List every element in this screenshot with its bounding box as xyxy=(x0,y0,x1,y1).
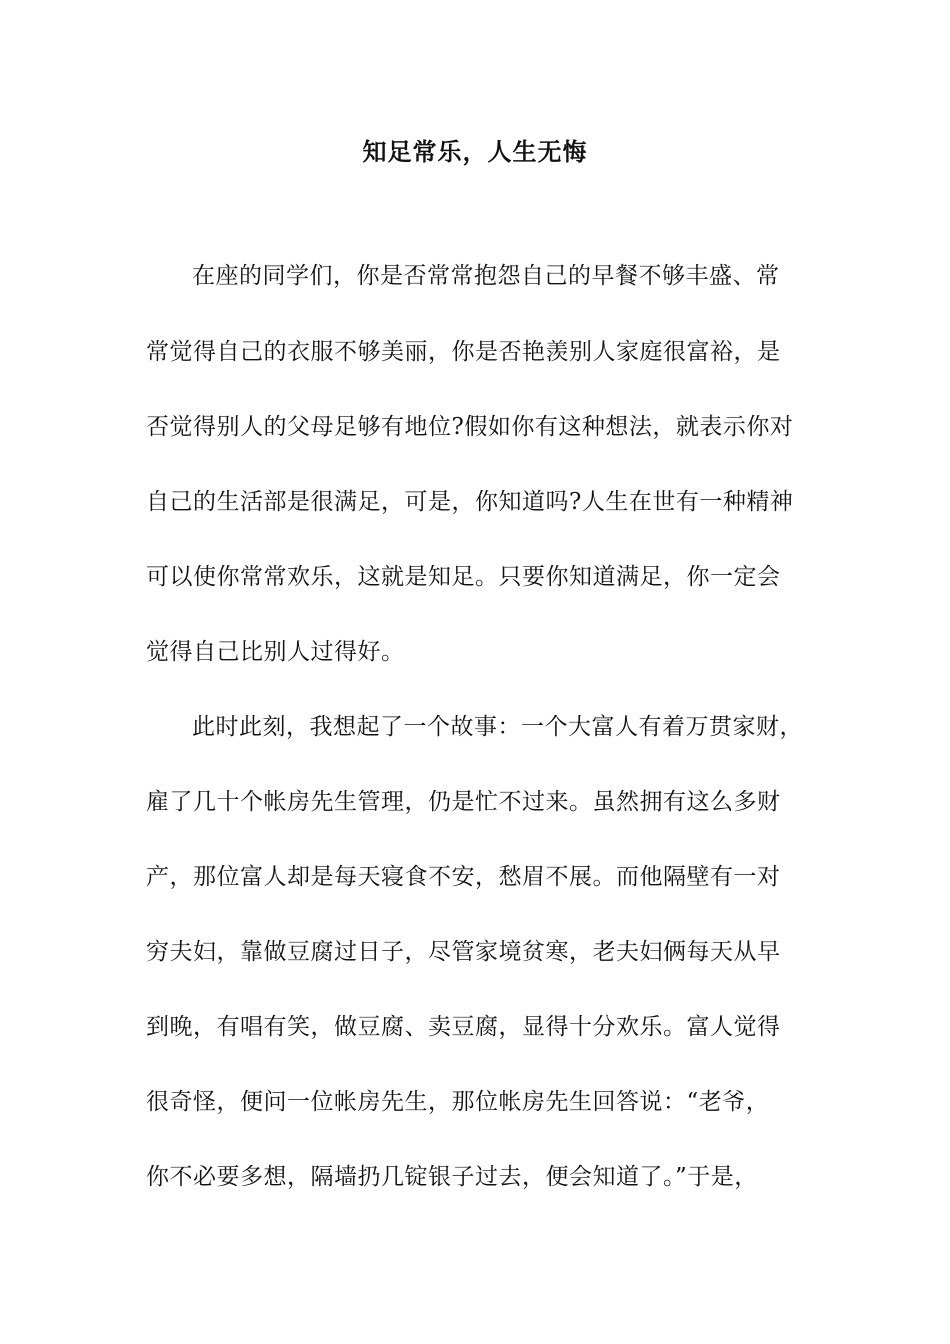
paragraph-line: 常觉得自己的衣服不够美丽，你是否艳羡别人家庭很富裕，是 xyxy=(146,339,781,365)
document-title: 知足常乐，人生无悔 xyxy=(362,137,588,166)
paragraph-line: 雇了几十个帐房先生管理，仍是忙不过来。虽然拥有这么多财 xyxy=(146,789,781,815)
paragraph-line: 在座的同学们，你是否常常抱怨自己的早餐不够丰盛、常 xyxy=(192,263,780,289)
paragraph-line: 此时此刻，我想起了一个故事：一个大富人有着万贯家财， xyxy=(192,714,803,740)
paragraph-line: 很奇怪，便问一位帐房先生，那位帐房先生回答说：“老爷， xyxy=(146,1089,770,1115)
paragraph-line: 自己的生活部是很满足，可是，你知道吗?人生在世有一种精神 xyxy=(146,489,794,515)
paragraph-line: 穷夫妇，靠做豆腐过日子，尽管家境贫寒，老夫妇俩每天从早 xyxy=(146,939,781,965)
paragraph-line: 产，那位富人却是每天寝食不安，愁眉不展。而他隔壁有一对 xyxy=(146,864,781,890)
paragraph-line: 你不必要多想，隔墙扔几锭银子过去，便会知道了。”于是， xyxy=(146,1164,758,1190)
paragraph-line: 可以使你常常欢乐，这就是知足。只要你知道满足，你一定会 xyxy=(146,564,781,590)
paragraph-line: 到晚，有唱有笑，做豆腐、卖豆腐，显得十分欢乐。富人觉得 xyxy=(146,1014,781,1040)
paragraph-line: 觉得自己比别人过得好。 xyxy=(146,639,405,665)
paragraph-line: 否觉得别人的父母足够有地位?假如你有这种想法，就表示你对 xyxy=(146,414,794,440)
